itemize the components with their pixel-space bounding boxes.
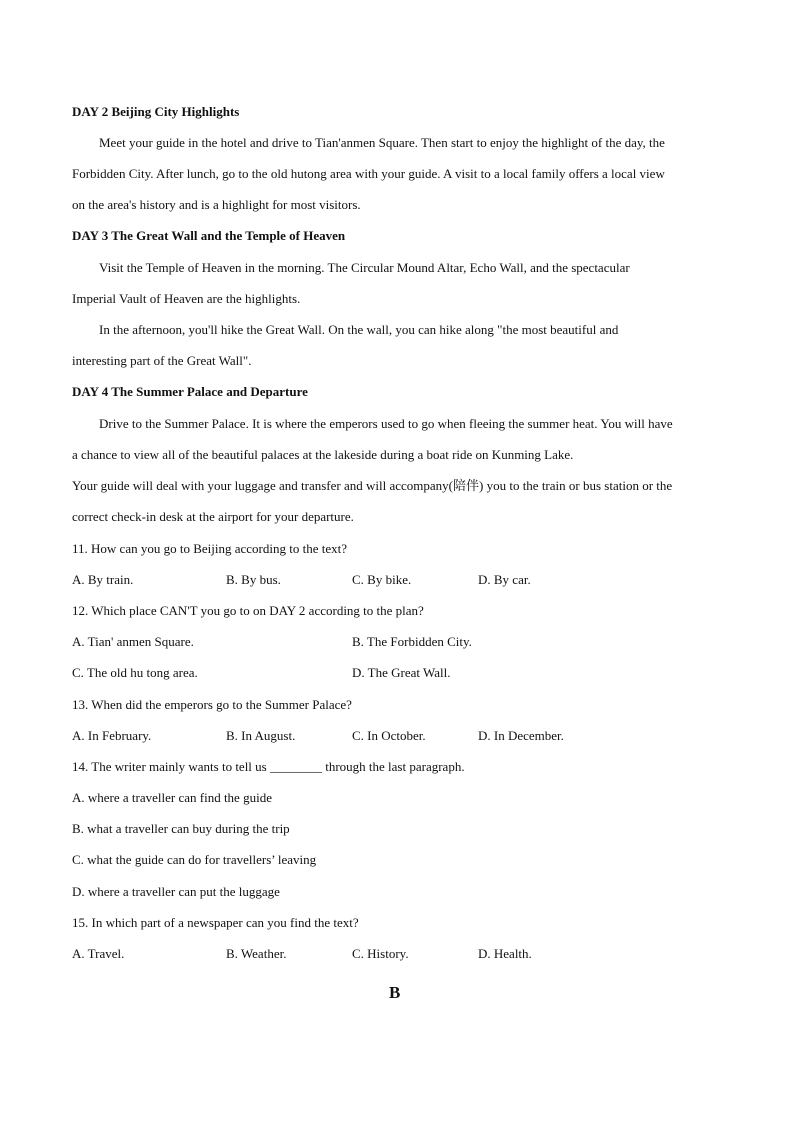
question-number: 15. bbox=[72, 915, 89, 930]
day2-line-1: Meet your guide in the hotel and drive to Tian'anmen Square. Then start to enjoy the highlight of the day, the bbox=[99, 135, 665, 150]
q15-option-b: B. Weather. bbox=[226, 946, 287, 961]
q14-option-c: C. what the guide can do for travellers’ leaving bbox=[72, 852, 317, 867]
question-text: Which place CAN'T you go to on DAY 2 according to the plan? bbox=[91, 603, 424, 618]
question-number: 13. bbox=[72, 697, 89, 712]
day2-heading: DAY 2 Beijing City Highlights bbox=[72, 104, 240, 119]
question-number: 12. bbox=[72, 603, 89, 618]
q13-option-d: D. In December. bbox=[478, 728, 564, 743]
question-text: The writer mainly wants to tell us ________ through the last paragraph. bbox=[91, 759, 465, 774]
day3-line-1: Visit the Temple of Heaven in the morning. The Circular Mound Altar, Echo Wall, and the spectacular bbox=[99, 260, 630, 275]
day4-line-2: a chance to view all of the beautiful palaces at the lakeside during a boat ride on Kunming Lake. bbox=[72, 447, 574, 462]
q12-option-b: B. The Forbidden City. bbox=[352, 634, 472, 649]
q11-option-a: A. By train. bbox=[72, 572, 134, 587]
question-12 bbox=[72, 603, 424, 619]
q14-option-b: B. what a traveller can buy during the trip bbox=[72, 821, 290, 836]
question-number: 11. bbox=[72, 541, 88, 556]
q14-option-a: A. where a traveller can find the guide bbox=[72, 790, 272, 805]
day4-line-4: correct check-in desk at the airport for your departure. bbox=[72, 509, 354, 524]
q14-option-d: D. where a traveller can put the luggage bbox=[72, 884, 280, 899]
day2-line-3: on the area's history and is a highlight for most visitors. bbox=[72, 197, 361, 212]
q15-option-a: A. Travel. bbox=[72, 946, 125, 961]
question-number: 14. bbox=[72, 759, 89, 774]
question-text: In which part of a newspaper can you find the text? bbox=[91, 915, 359, 930]
day3-line-2: Imperial Vault of Heaven are the highlights. bbox=[72, 291, 301, 306]
q11-option-d: D. By car. bbox=[478, 572, 531, 587]
q13-option-c: C. In October. bbox=[352, 728, 426, 743]
day4-heading: DAY 4 The Summer Palace and Departure bbox=[72, 384, 308, 399]
question-15 bbox=[72, 915, 359, 931]
q13-option-b: B. In August. bbox=[226, 728, 296, 743]
q11-option-c: C. By bike. bbox=[352, 572, 412, 587]
question-13 bbox=[72, 697, 352, 713]
q15-option-d: D. Health. bbox=[478, 946, 532, 961]
day3-line-3: In the afternoon, you'll hike the Great Wall. On the wall, you can hike along "the most beautiful and bbox=[99, 322, 619, 337]
q12-option-c: C. The old hu tong area. bbox=[72, 665, 198, 680]
q13-option-a: A. In February. bbox=[72, 728, 152, 743]
question-11 bbox=[72, 541, 347, 557]
day3-line-4: interesting part of the Great Wall". bbox=[72, 353, 252, 368]
q11-option-b: B. By bus. bbox=[226, 572, 281, 587]
q12-option-a: A. Tian' anmen Square. bbox=[72, 634, 194, 649]
section-letter: B bbox=[389, 983, 401, 1002]
question-text: When did the emperors go to the Summer Palace? bbox=[91, 697, 352, 712]
day3-heading: DAY 3 The Great Wall and the Temple of Heaven bbox=[72, 228, 346, 243]
q12-option-d: D. The Great Wall. bbox=[352, 665, 451, 680]
q15-option-c: C. History. bbox=[352, 946, 409, 961]
question-text: How can you go to Beijing according to the text? bbox=[91, 541, 347, 556]
day4-line-1: Drive to the Summer Palace. It is where the emperors used to go when fleeing the summer heat. You will have bbox=[99, 416, 673, 431]
question-14 bbox=[72, 759, 465, 775]
day2-line-2: Forbidden City. After lunch, go to the old hutong area with your guide. A visit to a local family offers a local view bbox=[72, 166, 665, 181]
day4-line-3: Your guide will deal with your luggage and transfer and will accompany(陪伴) you to the train or bus station or the bbox=[72, 478, 673, 493]
